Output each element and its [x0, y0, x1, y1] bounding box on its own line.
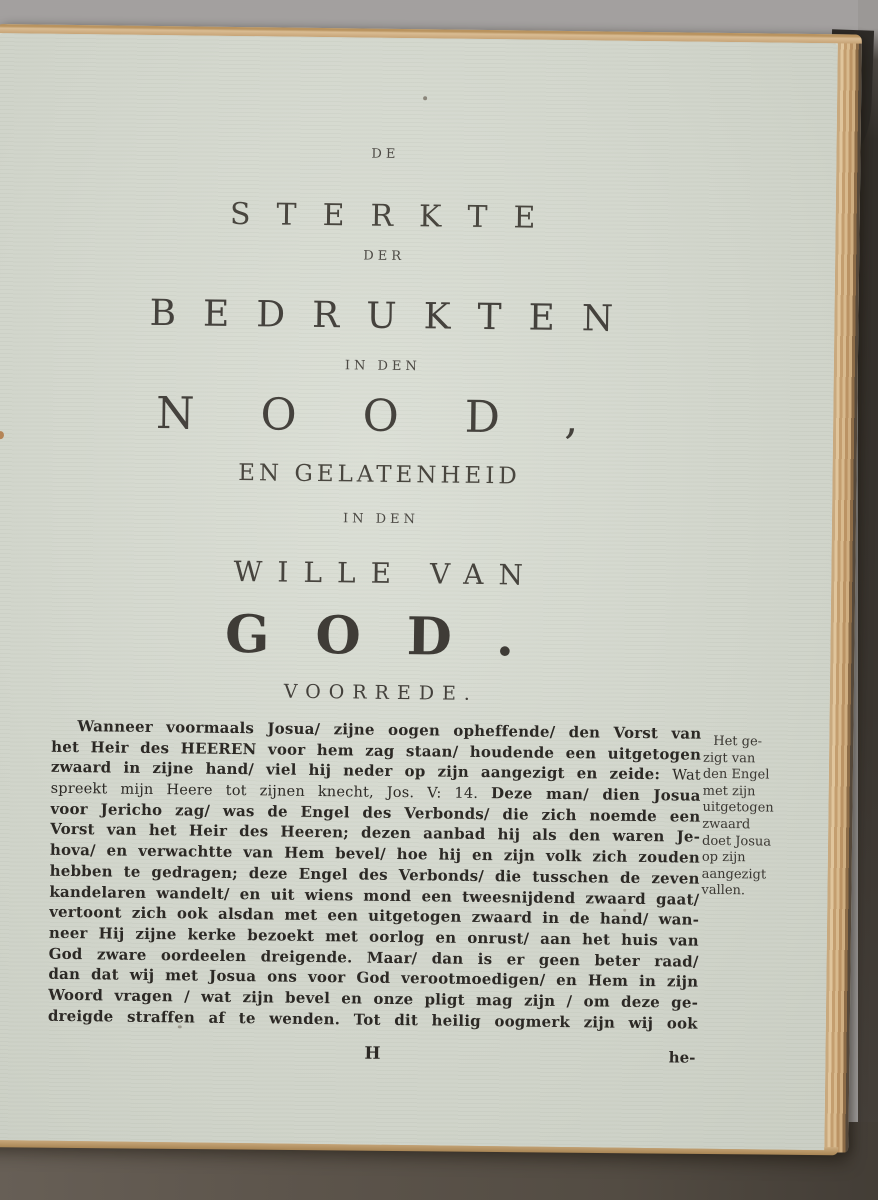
body-line: dreigde straffen af te wenden. Tot dit heilig oogmerk zijn wij ook: [47, 1006, 698, 1033]
margin-note-line: Het ge-: [713, 733, 763, 750]
title-line-der: DER: [363, 248, 406, 265]
margin-note-line: met zijn: [702, 783, 756, 800]
margin-note-line: doet Josua: [701, 833, 772, 850]
margin-note-line: op zijn: [701, 849, 746, 866]
body-line: vertoont zich ook alsdan met een uitgetogen zwaard in de hand/ wan-: [49, 902, 700, 929]
body-line: Woord vragen / wat zijn bevel en onze pligt mag zijn / om deze ge-: [48, 985, 699, 1012]
book-page: [0, 24, 862, 1153]
title-line-nood: NOOD,: [155, 388, 645, 445]
book-cover-edge: [858, 0, 878, 1175]
text-block: [46, 34, 709, 1149]
margin-note-line: zigt van: [702, 750, 756, 766]
signature-row: [47, 1039, 697, 1069]
margin-note: [701, 734, 779, 901]
title-line-wille-van: WILLE VAN: [233, 554, 539, 592]
body-line: Vorst van het Heir des Heeren; dezen aanbad hij als den waren Je-: [50, 820, 701, 847]
title-line-sterkte: STERKTE: [229, 196, 562, 236]
gathering-signature: H: [364, 1043, 381, 1065]
body-line: hebben te gedragen; deze Engel des Verbonds/ die tusschen de zeven: [49, 861, 700, 888]
body-text: [47, 716, 701, 1069]
title-line-de: DE: [371, 146, 400, 162]
paper-speck: [0, 431, 4, 439]
body-line: neer Hij zijne kerke bezoekt met oorlog en onrust/ aan het huis van: [48, 923, 699, 950]
margin-note-line: uitgetogen: [702, 800, 774, 816]
body-line: het Heir des HEEREN voor hem zag staan/ houdende een uitgetogen: [51, 737, 702, 764]
body-line: kandelaren wandelt/ en uit wiens mond een tweesnijdend zwaard gaat/: [49, 882, 700, 909]
title-line-in-den-2: IN DEN: [342, 511, 420, 528]
margin-note-line: vallen.: [701, 883, 746, 899]
body-line: Wanneer voormaals Josua/ zijne oogen opheffende/ den Vorst van: [77, 717, 702, 743]
paper: [0, 33, 838, 1150]
body-line: spreekt mijn Heere tot zijnen knecht, Jos. V: 14. Deze man/ dien Josua: [50, 780, 701, 805]
margin-note-line: den Engel: [702, 766, 770, 783]
title-line-god: GOD.: [224, 603, 561, 669]
title-line-in-den-1: IN DEN: [344, 358, 421, 375]
title-line-gelatenheid: EN GELATENHEID: [238, 460, 521, 490]
body-line: voor Jericho zag/ was de Engel des Verbonds/ die zich noemde een: [50, 799, 701, 826]
section-heading-voorrede: VOORREDE.: [283, 680, 479, 705]
body-line: God zware oordeelen dreigende. Maar/ dan is er geen beter raad/: [48, 944, 699, 971]
margin-note-line: aangezigt: [701, 866, 767, 883]
title-line-bedrukten: BEDRUKTEN: [149, 292, 641, 340]
catchword: he-: [668, 1048, 696, 1067]
body-line: zwaard in zijne hand/ viel hij neder op zijn aangezigt en zeide: Wat: [50, 758, 701, 785]
body-line: dan dat wij met Josua ons voor God verootmoedigen/ en Hem in zijn: [48, 964, 699, 991]
margin-note-line: zwaard: [702, 816, 751, 833]
body-line: hova/ en verwachtte van Hem bevel/ hoe hij en zijn volk zich zouden: [49, 840, 700, 867]
